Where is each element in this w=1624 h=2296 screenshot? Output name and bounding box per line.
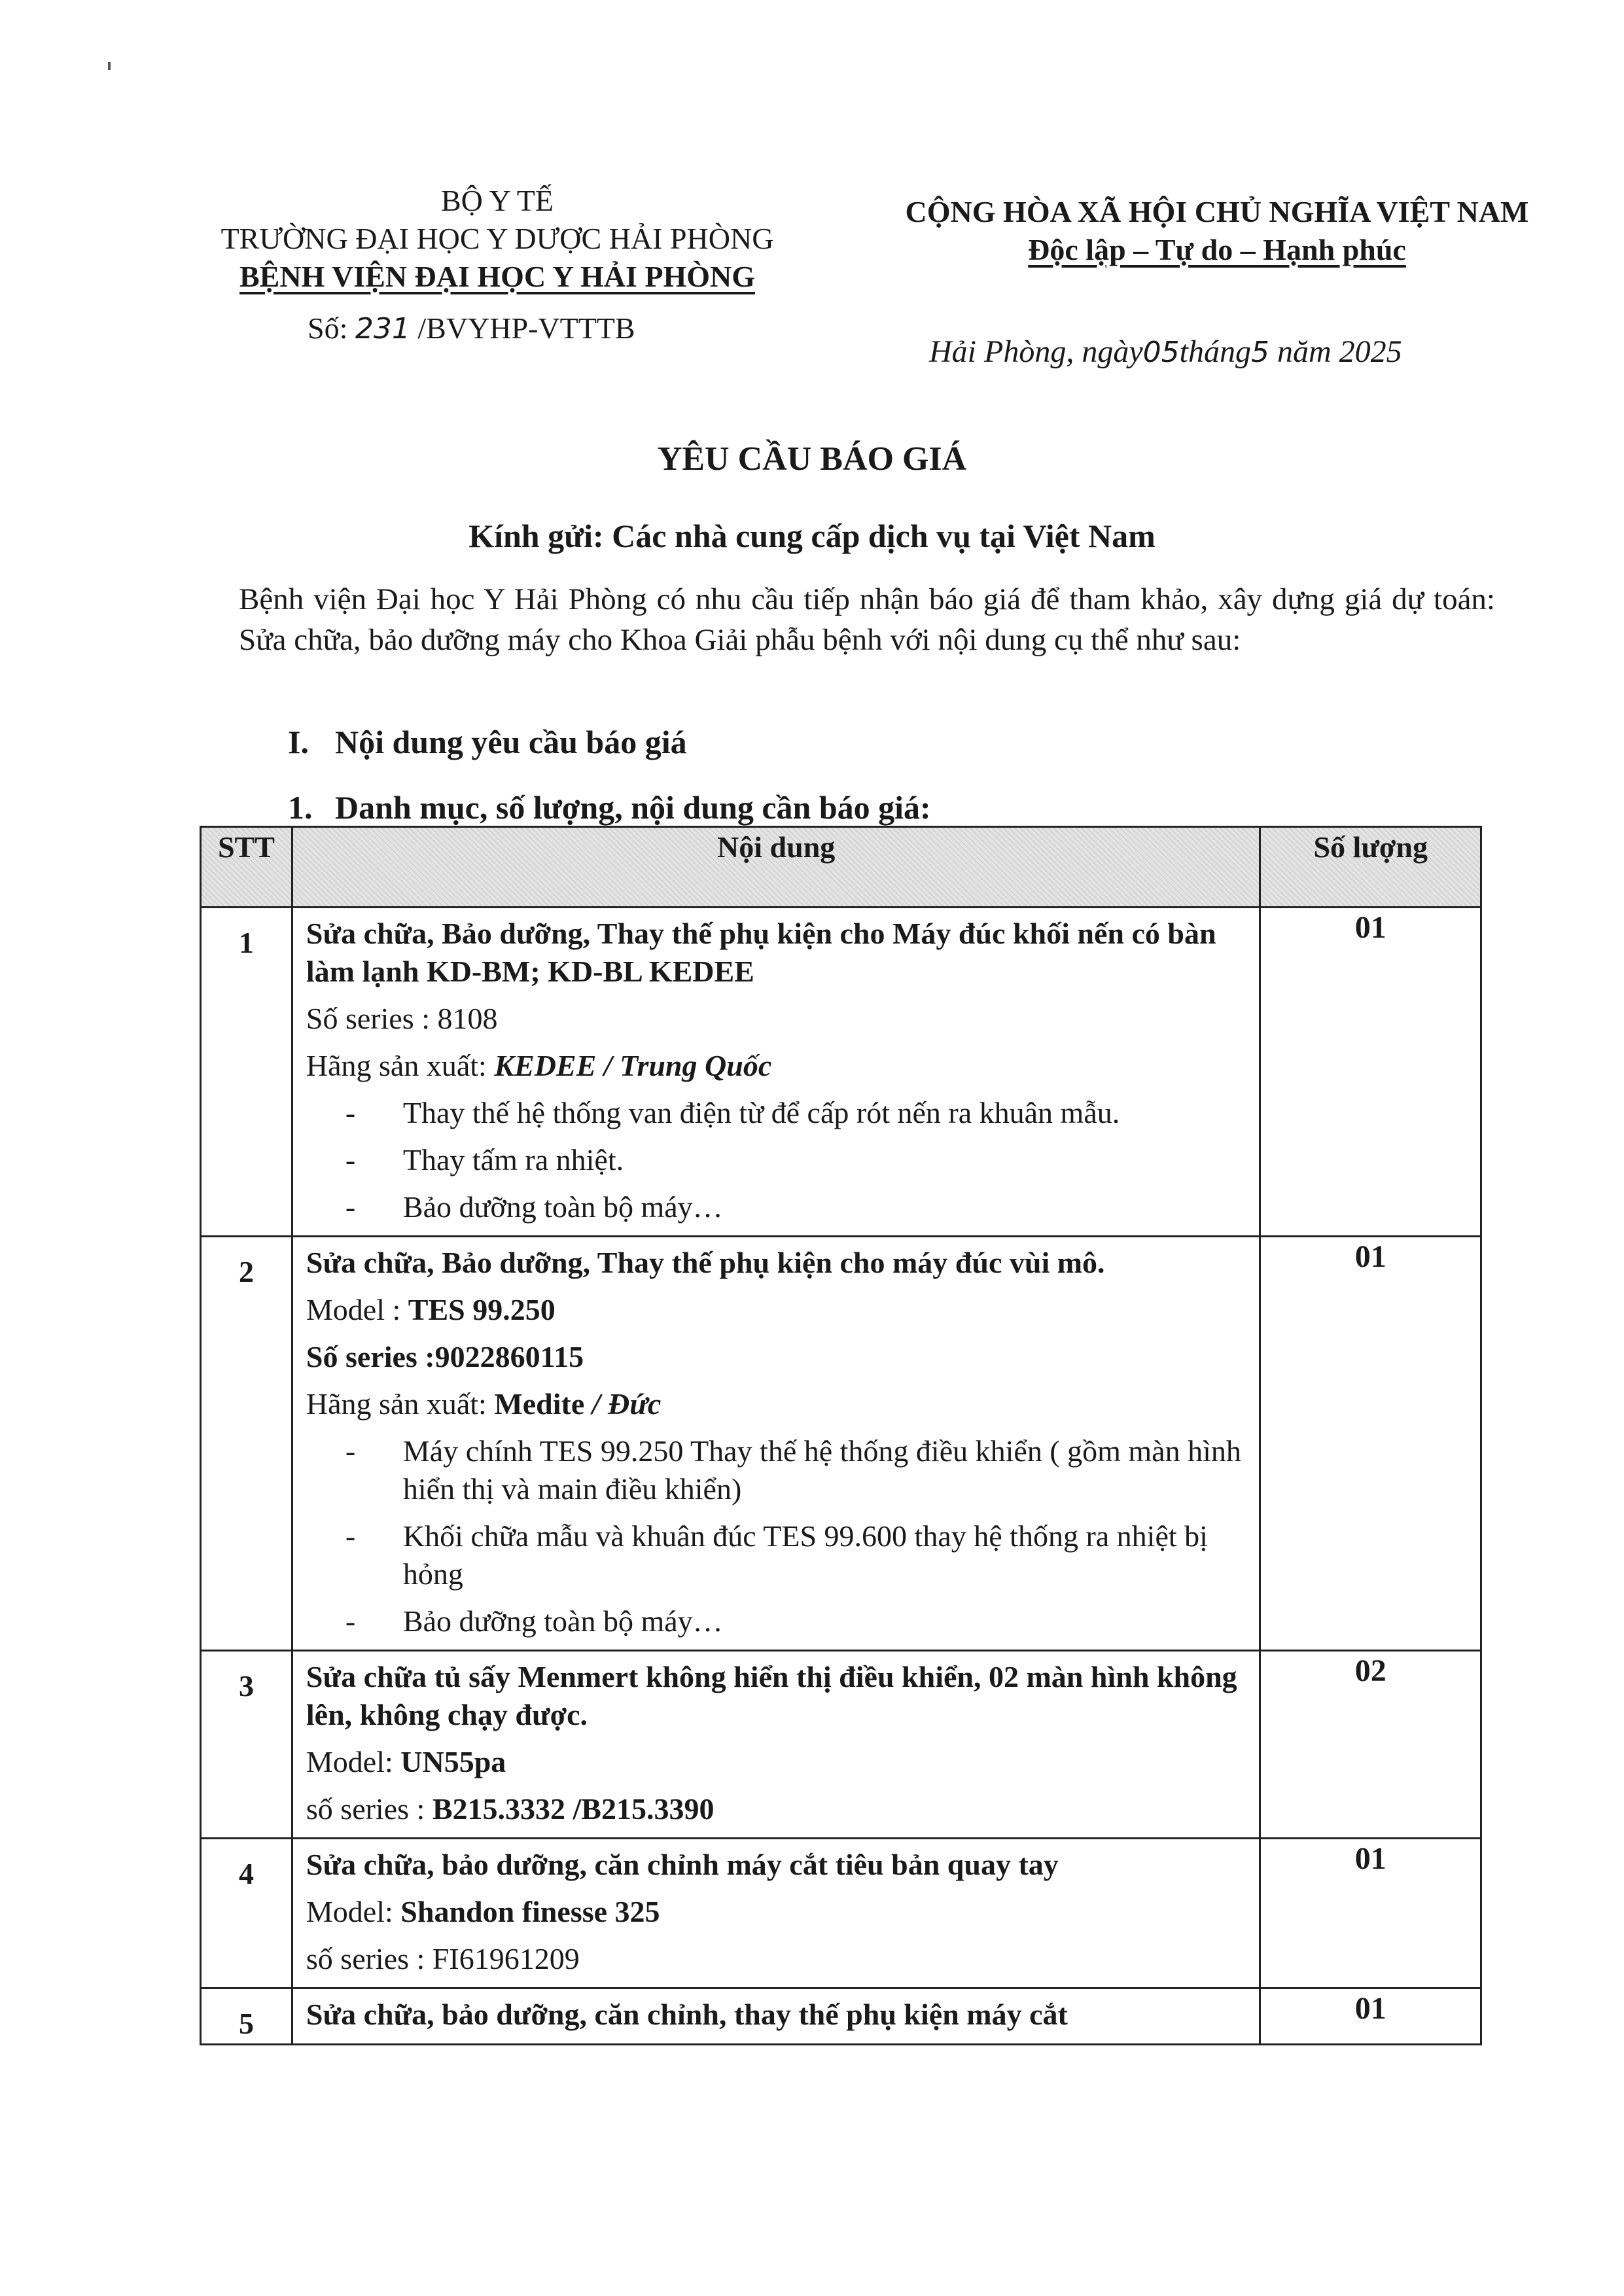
task-item: - Máy chính TES 99.250 Thay thế hệ thống điều khiển ( gồm màn hình hiển thị và main điều khiển) bbox=[345, 1432, 1246, 1508]
ministry-name: BỘ Y TẾ bbox=[440, 184, 554, 217]
row-stt: 3 bbox=[201, 1651, 292, 1839]
model-label: Model: bbox=[306, 1745, 401, 1778]
date-place: Hải Phòng, ngày bbox=[929, 334, 1143, 369]
row-stt: 4 bbox=[201, 1839, 292, 1988]
row-content bbox=[292, 1839, 1260, 1988]
so-number-handwritten: 231 bbox=[355, 312, 410, 345]
table-row bbox=[201, 1988, 1481, 2045]
maker-label: Hãng sản xuất: bbox=[306, 1387, 495, 1421]
items-table bbox=[200, 826, 1482, 2045]
row-content bbox=[292, 1651, 1260, 1839]
header-qty: Số lượng bbox=[1260, 827, 1481, 908]
table-header-row bbox=[201, 827, 1481, 908]
row-content bbox=[292, 908, 1260, 1237]
item-series: số series : FI61961209 bbox=[306, 1942, 580, 1975]
issue-date bbox=[929, 334, 1402, 370]
item-title: Sửa chữa, bảo dưỡng, căn chỉnh máy cắt tiêu bản quay tay bbox=[306, 1848, 1059, 1881]
row-content bbox=[292, 1237, 1260, 1651]
row-qty: 01 bbox=[1260, 908, 1481, 1237]
model-value: UN55pa bbox=[400, 1745, 506, 1778]
task-list bbox=[306, 1094, 1246, 1226]
series-value: B215.3332 /B215.3390 bbox=[432, 1792, 715, 1826]
task-item: - Thay thế hệ thống van điện từ để cấp rót nến ra khuân mẫu. bbox=[345, 1094, 1246, 1132]
section-heading bbox=[288, 723, 687, 761]
item-model bbox=[306, 1743, 1246, 1781]
so-suffix: /BVYHP-VTTTB bbox=[417, 311, 635, 345]
issuer-block bbox=[183, 182, 811, 296]
table-row bbox=[201, 1839, 1481, 1988]
country-name: CỘNG HÒA XÃ HỘI CHỦ NGHĨA VIỆT NAM bbox=[905, 195, 1529, 228]
date-year: năm 2025 bbox=[1277, 334, 1402, 369]
row-qty: 01 bbox=[1260, 1839, 1481, 1988]
table-row bbox=[201, 908, 1481, 1237]
table-row bbox=[201, 1651, 1481, 1839]
task-item: - Bảo dưỡng toàn bộ máy… bbox=[345, 1602, 1246, 1640]
header-content: Nội dung bbox=[292, 827, 1260, 908]
maker-brand: Medite bbox=[494, 1387, 585, 1421]
subsection-heading bbox=[288, 788, 931, 826]
item-title: Sửa chữa, bảo dưỡng, căn chỉnh, thay thế phụ kiện máy cắt bbox=[306, 1998, 1068, 2031]
model-label: Model: bbox=[306, 1895, 401, 1928]
model-value: TES 99.250 bbox=[408, 1293, 556, 1326]
row-stt: 5 bbox=[201, 1988, 292, 2045]
row-qty: 01 bbox=[1260, 1988, 1481, 2045]
item-title: Sửa chữa, Bảo dưỡng, Thay thế phụ kiện cho máy đúc vùi mô. bbox=[306, 1246, 1105, 1279]
item-title: Sửa chữa, Bảo dưỡng, Thay thế phụ kiện cho Máy đúc khối nến có bàn làm lạnh KD-BM; KD-BL KEDEE bbox=[306, 917, 1216, 988]
date-month: 5 bbox=[1250, 336, 1269, 369]
maker-country: / Đức bbox=[584, 1387, 662, 1421]
task-item: - Bảo dưỡng toàn bộ máy… bbox=[345, 1188, 1246, 1226]
motto: Độc lập – Tự do – Hạnh phúc bbox=[1028, 233, 1406, 266]
scan-mark bbox=[108, 62, 111, 70]
item-series bbox=[306, 1338, 1246, 1376]
model-value: Shandon finesse 325 bbox=[400, 1895, 660, 1928]
intro-paragraph: Bệnh viện Đại học Y Hải Phòng có nhu cầu tiếp nhận báo giá để tham khảo, xây dựng giá dự toán: Sửa chữa, bảo dưỡng máy cho Khoa Giải phẫu bệnh với nội dung cụ thể như sau: bbox=[239, 582, 1495, 657]
task-item: - Thay tấm ra nhiệt. bbox=[345, 1141, 1246, 1179]
series-label: số series : bbox=[306, 1792, 432, 1826]
item-title: Sửa chữa tủ sấy Menmert không hiển thị điều khiển, 02 màn hình không lên, không chạy được. bbox=[306, 1660, 1237, 1731]
item-series bbox=[306, 1790, 1246, 1828]
row-qty: 01 bbox=[1260, 1237, 1481, 1651]
document-number bbox=[308, 311, 635, 345]
item-series: Số series : 8108 bbox=[306, 1002, 498, 1035]
row-stt: 2 bbox=[201, 1237, 292, 1651]
date-day: 05 bbox=[1142, 336, 1180, 369]
table-row bbox=[201, 1237, 1481, 1651]
maker-label: Hãng sản xuất: bbox=[306, 1049, 495, 1082]
task-item: - Khối chữa mẫu và khuân đúc TES 99.600 thay hệ thống ra nhiệt bị hỏng bbox=[345, 1517, 1246, 1593]
row-stt: 1 bbox=[201, 908, 292, 1237]
series-label: Số series : bbox=[306, 1340, 435, 1373]
recipient-line: Kính gửi: Các nhà cung cấp dịch vụ tại Việt Nam bbox=[468, 518, 1156, 554]
national-header bbox=[857, 193, 1577, 269]
series-value: 9022860115 bbox=[434, 1340, 584, 1373]
hospital-name: BỆNH VIỆN ĐẠI HỌC Y HẢI PHÒNG bbox=[239, 260, 756, 293]
date-month-label: tháng bbox=[1179, 334, 1251, 369]
item-maker bbox=[306, 1047, 1246, 1085]
university-name: TRƯỜNG ĐẠI HỌC Y DƯỢC HẢI PHÒNG bbox=[221, 222, 774, 255]
item-maker bbox=[306, 1385, 1246, 1423]
document-title: YÊU CẦU BÁO GIÁ bbox=[657, 440, 967, 478]
subsection-number: 1. bbox=[288, 789, 313, 826]
row-content bbox=[292, 1988, 1260, 2045]
item-model bbox=[306, 1291, 1246, 1329]
maker-value: KEDEE / Trung Quốc bbox=[494, 1049, 772, 1082]
model-label: Model : bbox=[306, 1293, 408, 1326]
so-label: Số: bbox=[308, 311, 348, 345]
section-title: Nội dung yêu cầu báo giá bbox=[335, 724, 687, 760]
item-model bbox=[306, 1893, 1246, 1931]
section-number: I. bbox=[288, 724, 309, 760]
task-list bbox=[306, 1432, 1246, 1640]
row-qty: 02 bbox=[1260, 1651, 1481, 1839]
subsection-title: Danh mục, số lượng, nội dung cần báo giá: bbox=[335, 789, 931, 826]
header-stt: STT bbox=[201, 827, 292, 908]
